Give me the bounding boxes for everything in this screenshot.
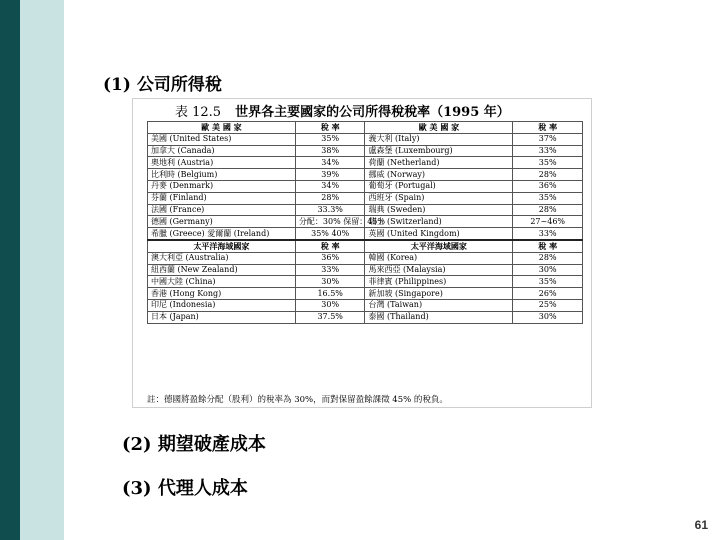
rate-cell: 37% <box>513 133 583 145</box>
heading-corporate-income-tax: (1) 公司所得稅 <box>103 75 222 95</box>
country-cell: 德國 (Germany) <box>148 216 296 228</box>
rate-cell: 38% <box>295 145 365 157</box>
country-cell: 芬蘭 (Finland) <box>148 192 296 204</box>
country-cell: 美國 (United States) <box>148 133 296 145</box>
country-cell: 新加坡 (Singapore) <box>365 288 513 300</box>
table-title <box>175 101 510 120</box>
country-cell: 盧森堡 (Luxembourg) <box>365 145 513 157</box>
country-cell: 比利時 (Belgium) <box>148 169 296 181</box>
country-cell: 馬來西亞 (Malaysia) <box>365 264 513 276</box>
header-rate: 稅 率 <box>295 122 365 134</box>
table-row <box>148 180 583 192</box>
rate-cell: 30% <box>295 299 365 311</box>
table-tag: 表 12.5 <box>175 105 222 120</box>
country-cell: 義大利 (Italy) <box>365 133 513 145</box>
rate-cell: 26% <box>513 288 583 300</box>
country-cell: 希臘 (Greece) 愛爾蘭 (Ireland) <box>148 228 296 240</box>
country-cell: 奧地利 (Austria) <box>148 157 296 169</box>
country-cell: 香港 (Hong Kong) <box>148 288 296 300</box>
country-cell: 韓國 (Korea) <box>365 252 513 264</box>
country-cell: 台灣 (Taiwan) <box>365 299 513 311</box>
table-row <box>148 228 583 240</box>
country-cell: 英國 (United Kingdom) <box>365 228 513 240</box>
rate-cell: 34% <box>295 157 365 169</box>
table-row <box>148 216 583 228</box>
tax-rate-table <box>147 121 583 324</box>
rate-cell: 35% <box>295 133 365 145</box>
heading-agency-cost: (3) 代理人成本 <box>122 478 248 499</box>
country-cell: 丹麥 (Denmark) <box>148 180 296 192</box>
country-cell: 荷蘭 (Netherland) <box>365 157 513 169</box>
country-cell: 西班牙 (Spain) <box>365 192 513 204</box>
table-row <box>148 169 583 181</box>
header-rate: 稅 率 <box>295 240 365 252</box>
table-caption: 世界各主要國家的公司所得稅稅率（1995 年） <box>235 105 510 120</box>
rate-cell: 28% <box>513 252 583 264</box>
rate-cell: 分配：30% 保留：45% <box>295 216 365 228</box>
table-row <box>148 311 583 323</box>
country-cell: 澳大利亞 (Australia) <box>148 252 296 264</box>
table-header-row <box>148 122 583 134</box>
rate-cell: 35% <box>513 192 583 204</box>
rate-cell: 28% <box>513 204 583 216</box>
country-cell: 日本 (Japan) <box>148 311 296 323</box>
left-accent-bar <box>0 0 20 540</box>
header-country: 歐 美 國 家 <box>148 122 296 134</box>
header-country: 歐 美 國 家 <box>365 122 513 134</box>
header-country: 太平洋海域國家 <box>365 240 513 252</box>
country-cell: 加拿大 (Canada) <box>148 145 296 157</box>
country-cell: 葡萄牙 (Portugal) <box>365 180 513 192</box>
left-light-bar <box>20 0 64 540</box>
rate-cell: 33.3% <box>295 204 365 216</box>
country-cell: 中國大陸 (China) <box>148 276 296 288</box>
header-country: 太平洋海域國家 <box>148 240 296 252</box>
rate-cell: 36% <box>295 252 365 264</box>
rate-cell: 39% <box>295 169 365 181</box>
table-footnote: 註：德國將盈餘分配（股利）的稅率為 30%，而對保留盈餘課徵 45% 的稅負。 <box>147 395 448 405</box>
rate-cell: 35% <box>513 276 583 288</box>
rate-cell: 27~46% <box>513 216 583 228</box>
country-cell: 紐西蘭 (New Zealand) <box>148 264 296 276</box>
rate-cell: 34% <box>295 180 365 192</box>
country-cell: 泰國 (Thailand) <box>365 311 513 323</box>
rate-cell: 33% <box>513 145 583 157</box>
country-cell: 瑞士 (Switzerland) <box>365 216 513 228</box>
rate-cell: 30% <box>513 311 583 323</box>
heading-expected-bankruptcy-cost: (2) 期望破產成本 <box>122 434 266 455</box>
table-row <box>148 145 583 157</box>
rate-cell: 30% <box>295 276 365 288</box>
table-row <box>148 288 583 300</box>
rate-cell: 35% <box>513 157 583 169</box>
country-cell: 菲律賓 (Philippines) <box>365 276 513 288</box>
rate-cell: 33% <box>295 264 365 276</box>
table-row <box>148 264 583 276</box>
rate-cell: 30% <box>513 264 583 276</box>
table-row <box>148 299 583 311</box>
header-rate: 稅 率 <box>513 240 583 252</box>
rate-cell: 28% <box>295 192 365 204</box>
rate-cell: 36% <box>513 180 583 192</box>
header-rate: 稅 率 <box>513 122 583 134</box>
page-number: 61 <box>694 518 708 532</box>
table-row <box>148 133 583 145</box>
tax-rate-table-image <box>132 98 592 408</box>
rate-cell: 35% 40% <box>295 228 365 240</box>
rate-cell: 28% <box>513 169 583 181</box>
country-cell: 挪威 (Norway) <box>365 169 513 181</box>
table-row <box>148 276 583 288</box>
country-cell: 法國 (France) <box>148 204 296 216</box>
country-cell: 瑞典 (Sweden) <box>365 204 513 216</box>
rate-cell: 25% <box>513 299 583 311</box>
country-cell: 印尼 (Indonesia) <box>148 299 296 311</box>
rate-cell: 37.5% <box>295 311 365 323</box>
rate-cell: 33% <box>513 228 583 240</box>
table-row <box>148 157 583 169</box>
table-row <box>148 252 583 264</box>
table-row <box>148 204 583 216</box>
table-section-header-row <box>148 240 583 252</box>
table-row <box>148 192 583 204</box>
rate-cell: 16.5% <box>295 288 365 300</box>
